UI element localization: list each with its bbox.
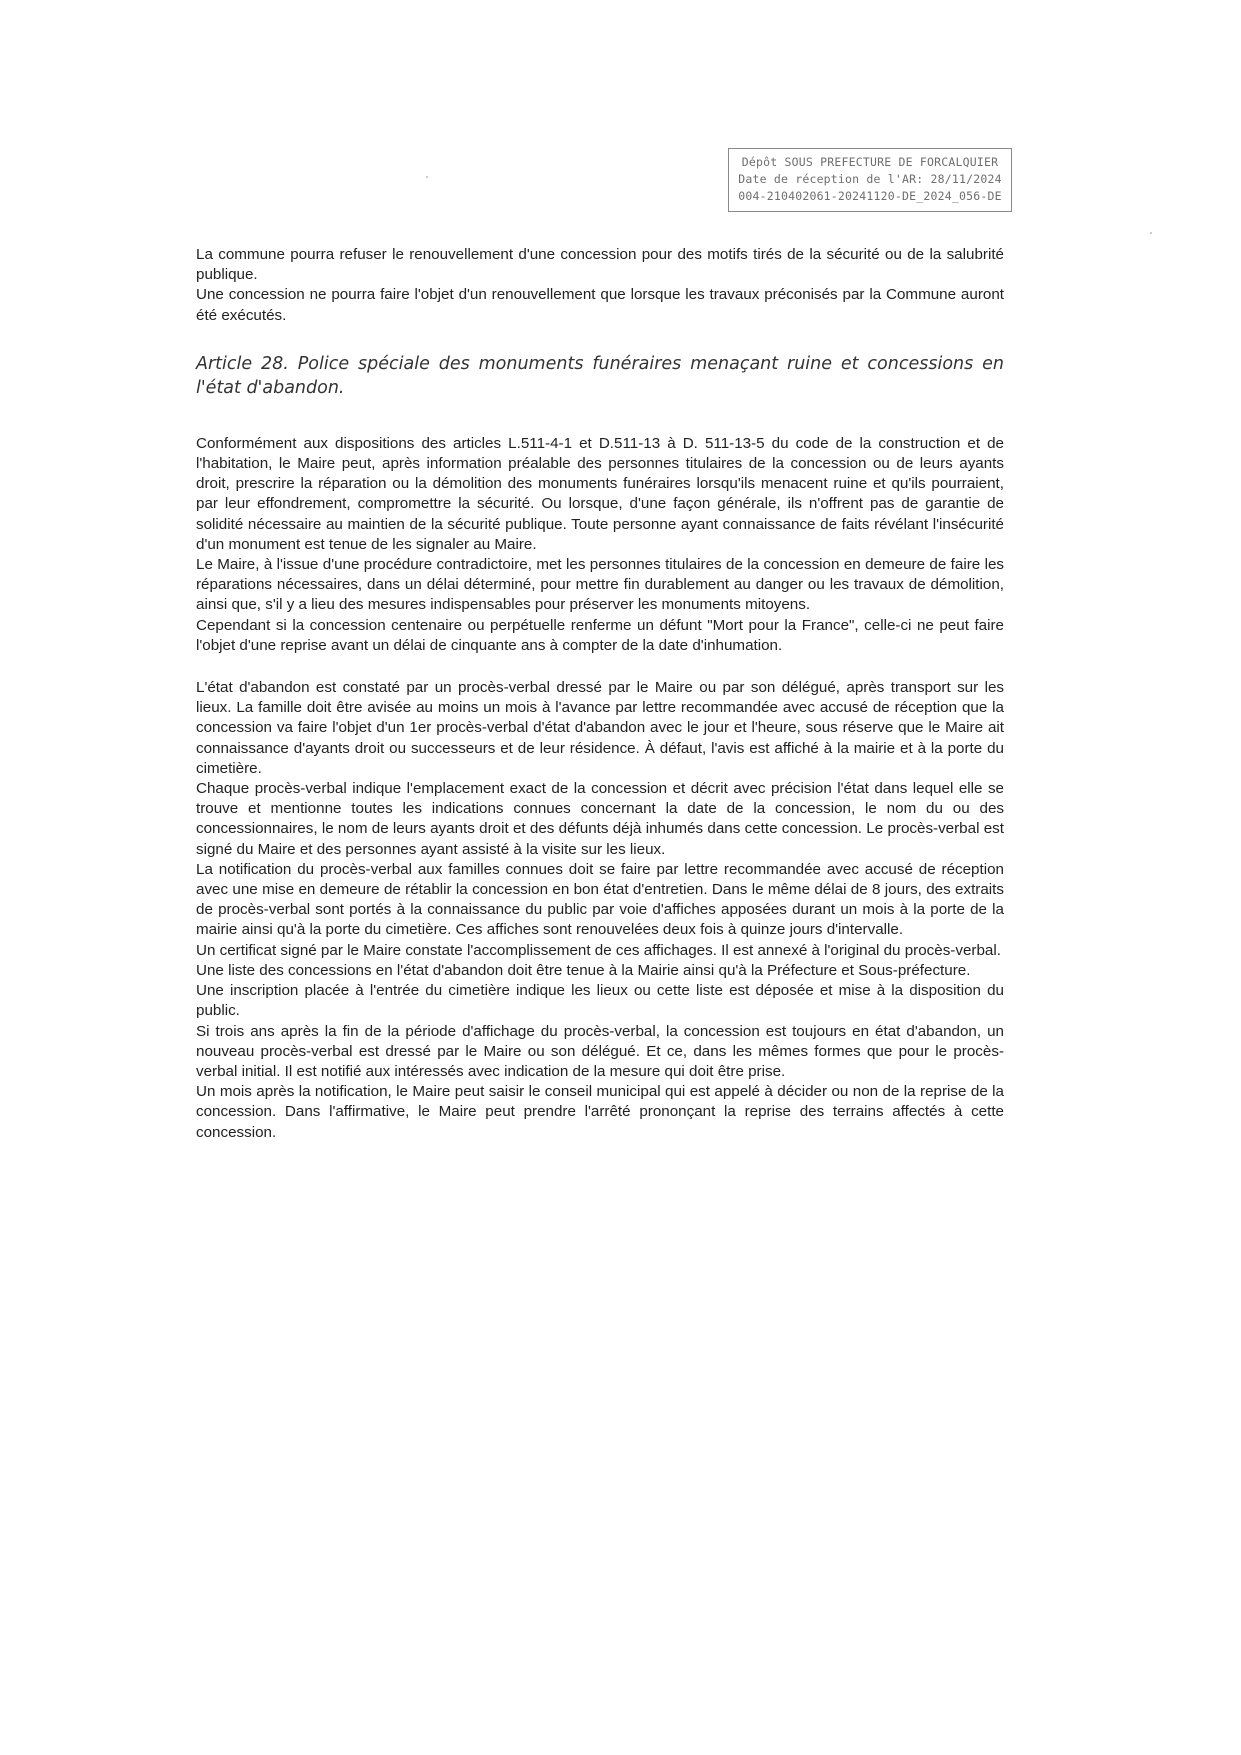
section2-paragraph-5: Une liste des concessions en l'état d'abandon doit être tenue à la Mairie ainsi qu'à la Préfecture et Sous-préfecture. [196, 961, 971, 979]
section2-paragraph-7: Si trois ans après la fin de la période d'affichage du procès-verbal, la concession est toujours en état d'abandon, un nouveau procès-verbal est dressé par le Maire ou son délégué. Et ce, dans les mêmes formes que pour le procès-verbal initial. Il est notifié aux intéressés avec indication de la mesure qui doit être prise. [196, 1022, 1004, 1080]
scan-speck [1150, 232, 1152, 234]
scan-speck [426, 176, 428, 178]
section2-paragraph-3: La notification du procès-verbal aux familles connues doit se faire par lettre recommandée avec accusé de réception avec une mise en demeure de rétablir la concession en bon état d'entretien. Dans le même délai de 8 jours, des extraits de procès-verbal sont portés à la connaissance du public par voie d'affiches apposées durant un mois à la porte de la mairie ainsi qu'à la porte du cimetière. Ces affiches sont renouvelées deux fois à quinze jours d'intervalle. [196, 860, 1004, 939]
intro-paragraph-1: La commune pourra refuser le renouvellement d'une concession pour des motifs tirés de la sécurité ou de la salubrité publique. [196, 246, 1004, 284]
section2-paragraph-4: Un certificat signé par le Maire constate l'accomplissement de ces affichages. Il est annexé à l'original du procès-verbal. [196, 941, 1001, 959]
document-body [196, 245, 1004, 1143]
section2-paragraph-1: L'état d'abandon est constaté par un procès-verbal dressé par le Maire ou par son délégué, après transport sur les lieux. La famille doit être avisée au moins un mois à l'avance par lettre recommandée avec accusé de réception que la concession va faire l'objet d'un 1er procès-verbal d'état d'abandon avec le jour et l'heure, sous réserve que le Maire ait connaissance d'ayants droit ou successeurs et de leur résidence. À défaut, l'avis est affiché à la mairie et à la porte du cimetière. [196, 679, 1004, 777]
stamp-line-1: Dépôt SOUS PREFECTURE DE FORCALQUIER [741, 155, 999, 169]
stamp-line-2: Date de réception de l'AR: 28/11/2024 [738, 172, 1002, 186]
reception-stamp [728, 148, 1012, 212]
stamp-line-3: 004-210402061-20241120-DE_2024_056-DE [738, 189, 1002, 203]
section2-paragraph-8: Un mois après la notification, le Maire peut saisir le conseil municipal qui est appelé à décider ou non de la reprise de la concession. Dans l'affirmative, le Maire peut prendre l'arrêté prononçant la reprise des terrains affectés à cette concession. [196, 1083, 1004, 1141]
paragraph-gap [196, 656, 1004, 678]
section2-paragraph-2: Chaque procès-verbal indique l'emplacement exact de la concession et décrit avec précision l'état dans lequel elle se trouve et mentionne toutes les indications connues concernant la date de la concession, le nom du ou des concessionnaires, le nom de leurs ayants droit et des défunts déjà inhumés dans cette concession. Le procès-verbal est signé du Maire et des personnes ayant assisté à la visite sur les lieux. [196, 780, 1004, 858]
section1-paragraph-2: Le Maire, à l'issue d'une procédure contradictoire, met les personnes titulaires de la concession en demeure de faire les réparations nécessaires, dans un délai déterminé, pour mettre fin durablement au danger ou les travaux de démolition, ainsi que, s'il y a lieu des mesures indispensables pour préserver les monuments mitoyens. [196, 556, 1004, 614]
section1-paragraph-1: Conformément aux dispositions des articles L.511-4-1 et D.511-13 à D. 511-13-5 du code de la construction et de l'habitation, le Maire peut, après information préalable des personnes titulaires de la concession ou de leurs ayants droit, prescrire la réparation ou la démolition des monuments funéraires lorsqu'ils menacent ruine et qu'ils pourraient, par leur effondrement, compromettre la sécurité. Ou lorsque, d'une façon générale, ils n'offrent pas de garantie de solidité nécessaire au maintien de la sécurité publique. Toute personne ayant connaissance de faits révélant l'insécurité d'un monument est tenue de les signaler au Maire. [196, 434, 1004, 553]
section2-paragraph-6: Une inscription placée à l'entrée du cimetière indique les lieux ou cette liste est déposée et mise à la disposition du public. [196, 982, 1004, 1020]
section1-paragraph-3: Cependant si la concession centenaire ou perpétuelle renferme un défunt "Mort pour la France", celle-ci ne peut faire l'objet d'une reprise avant un délai de cinquante ans à compter de la date d'inhumation. [196, 616, 1004, 654]
intro-paragraph-2: Une concession ne pourra faire l'objet d'un renouvellement que lorsque les travaux préconisés par la Commune auront été exécutés. [196, 286, 1004, 324]
article-heading: Article 28. Police spéciale des monuments funéraires menaçant ruine et concessions en l'état d'abandon. [196, 353, 1004, 398]
